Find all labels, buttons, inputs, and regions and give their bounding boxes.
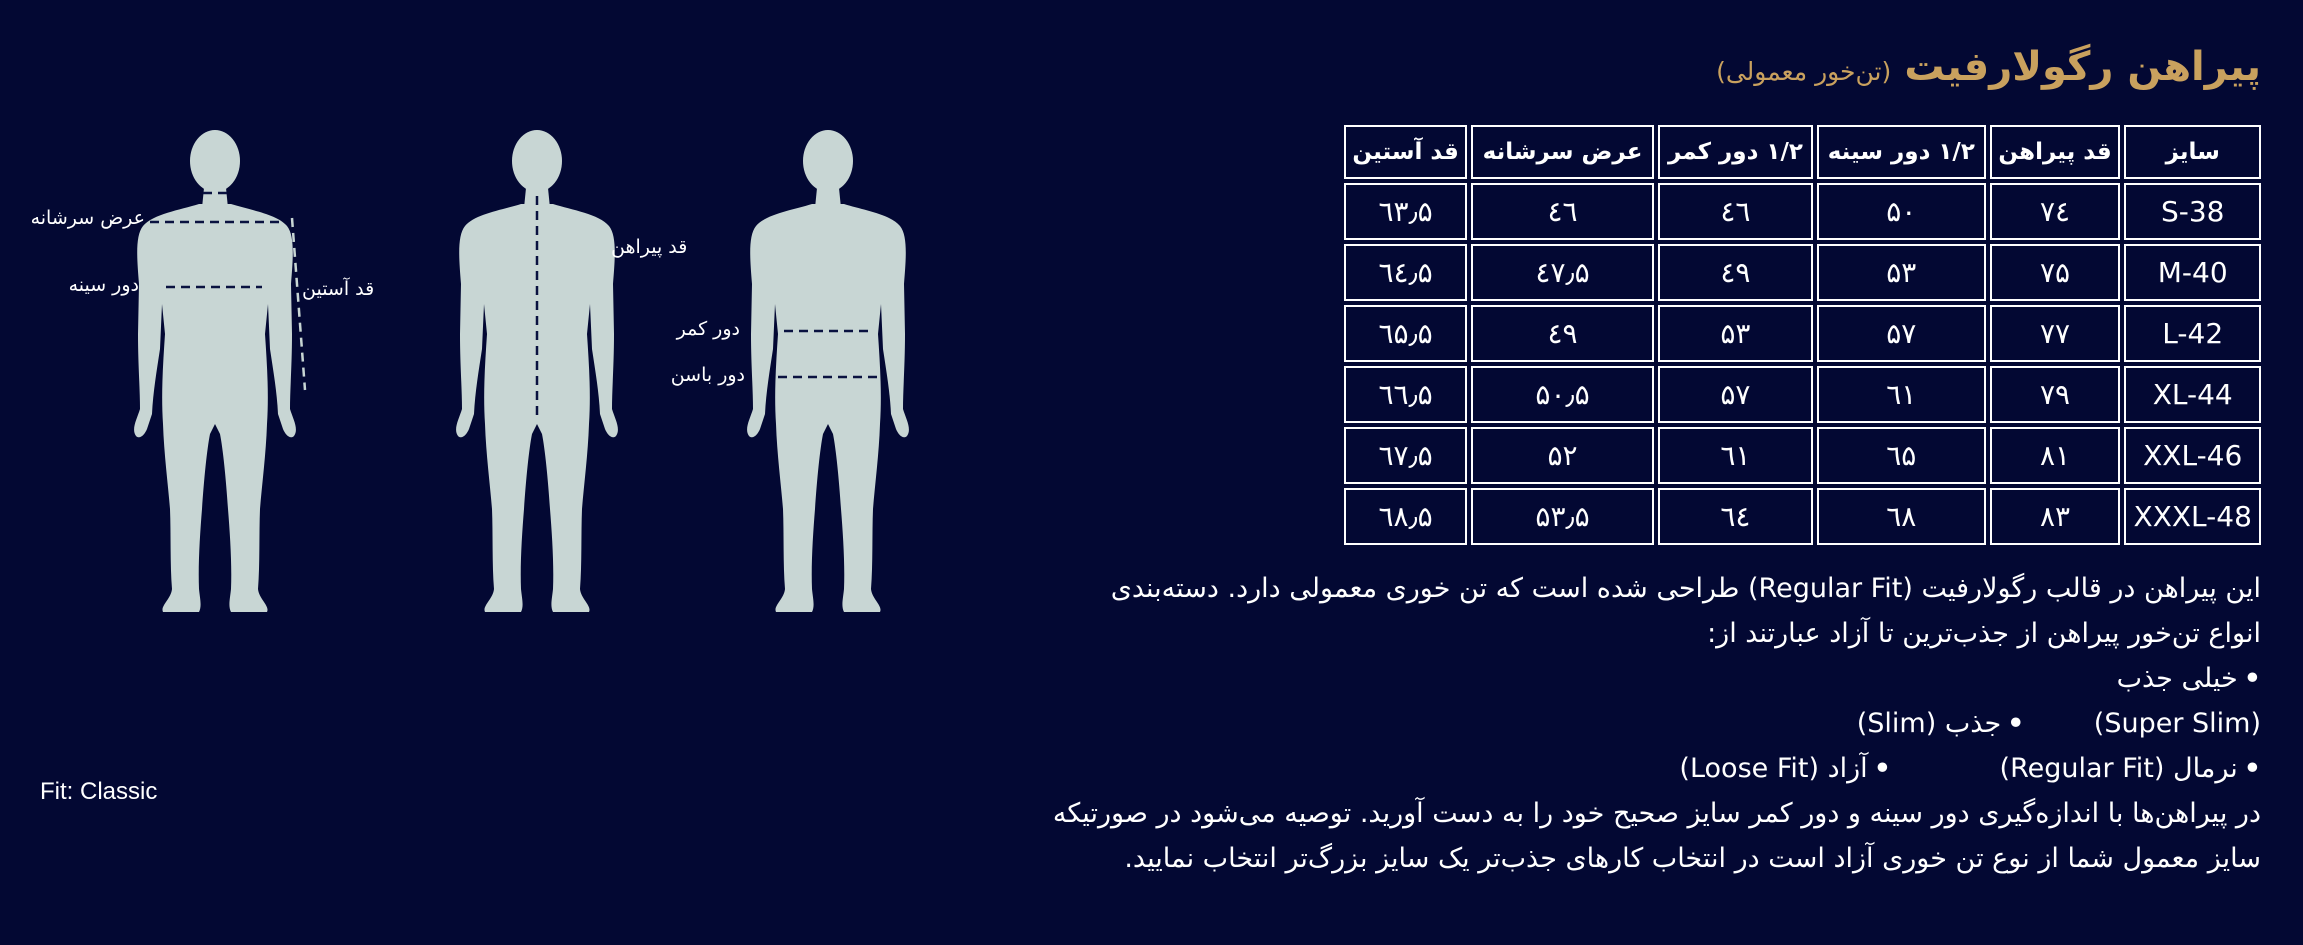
cell-half-waist: ٤۹: [1658, 244, 1813, 301]
sleeve-line: [292, 218, 305, 390]
cell-sleeve-length: ٦٣٫۵: [1344, 183, 1467, 240]
measurement-figures: [0, 0, 960, 700]
cell-half-waist: ٤٦: [1658, 183, 1813, 240]
description-line-3: در پیراهن‌ها با اندازه‌گیری دور سینه و دور کمر سایز صحیح خود را به دست آورید. توصیه می‌شود در صورتیکه: [1052, 798, 2261, 829]
cell-shoulder-width: ٤۷٫۵: [1471, 244, 1654, 301]
cell-size: XXL-46: [2124, 427, 2261, 484]
cell-half-chest: ٦۱: [1817, 366, 1986, 423]
cell-half-chest: ۵۰: [1817, 183, 1986, 240]
cell-shirt-length: ۷۹: [1990, 366, 2121, 423]
cell-sleeve-length: ٦۸٫۵: [1344, 488, 1467, 545]
figure-front-upper: [134, 130, 296, 612]
cell-shoulder-width: ۵۲: [1471, 427, 1654, 484]
table-row: [1344, 366, 2261, 423]
cell-shoulder-width: ٤۹: [1471, 305, 1654, 362]
header-half-chest: ۱/۲ دور سینه: [1817, 125, 1986, 179]
table-header-row: [1344, 125, 2261, 179]
description-line-4: سایز معمول شما از نوع تن خوری آزاد است در انتخاب کارهای جذب‌تر یک سایز بزرگ‌تر انتخاب نمایید.: [1124, 843, 2261, 874]
shirt-length-label: قد پیراهن: [611, 236, 688, 258]
chest-label: دور سینه: [68, 274, 139, 296]
cell-size: L-42: [2124, 305, 2261, 362]
page-title: [1716, 44, 2261, 90]
table-row: [1344, 427, 2261, 484]
title-subtitle: (تن‌خور معمولی): [1716, 57, 1892, 86]
header-shoulder-width: عرض سرشانه: [1471, 125, 1654, 179]
fit-types-row-2: [961, 746, 2261, 791]
cell-half-waist: ۵۷: [1658, 366, 1813, 423]
fit-type-item: •آزاد (Loose Fit): [1679, 753, 1891, 784]
size-table: [1340, 121, 2265, 549]
cell-shoulder-width: ۵۳٫۵: [1471, 488, 1654, 545]
header-half-waist: ۱/۲ دور کمر: [1658, 125, 1813, 179]
fit-type-item: •نرمال (Regular Fit): [1999, 753, 2261, 784]
description-line-1: این پیراهن در قالب رگولارفیت (Regular Fit) طراحی شده است که تن خوری معمولی دارد. دسته‌بندی: [1110, 573, 2261, 604]
fit-type-item: •جذب (Slim): [1856, 708, 2025, 739]
cell-sleeve-length: ٦٦٫۵: [1344, 366, 1467, 423]
cell-sleeve-length: ٦۵٫۵: [1344, 305, 1467, 362]
cell-half-chest: ٦۸: [1817, 488, 1986, 545]
cell-size: XL-44: [2124, 366, 2261, 423]
fit-type-item: •خیلی جذب (Super Slim): [2093, 663, 2261, 739]
cell-shirt-length: ۷٤: [1990, 183, 2121, 240]
fit-types-row-1: [961, 656, 2261, 746]
hip-label: دور باسن: [670, 364, 745, 386]
cell-size: M-40: [2124, 244, 2261, 301]
cell-half-waist: ٦۱: [1658, 427, 1813, 484]
cell-half-waist: ۵۳: [1658, 305, 1813, 362]
fit-label: Fit: Classic: [40, 778, 158, 805]
sleeve-label: قد آستین: [302, 278, 375, 300]
cell-sleeve-length: ٦۷٫۵: [1344, 427, 1467, 484]
table-row: [1344, 183, 2261, 240]
shoulder-label: عرض سرشانه: [30, 207, 145, 229]
cell-size: XXXL-48: [2124, 488, 2261, 545]
title-main: پیراهن رگولارفیت: [1904, 44, 2261, 90]
figure-front-lower: [747, 130, 909, 612]
cell-half-chest: ۵۷: [1817, 305, 1986, 362]
header-sleeve-length: قد آستین: [1344, 125, 1467, 179]
cell-shirt-length: ۸۳: [1990, 488, 2121, 545]
header-shirt-length: قد پیراهن: [1990, 125, 2121, 179]
cell-half-chest: ۵۳: [1817, 244, 1986, 301]
cell-half-chest: ٦۵: [1817, 427, 1986, 484]
cell-shoulder-width: ٤٦: [1471, 183, 1654, 240]
cell-shirt-length: ۷۵: [1990, 244, 2121, 301]
table-row: [1344, 305, 2261, 362]
cell-size: S-38: [2124, 183, 2261, 240]
cell-shirt-length: ۷۷: [1990, 305, 2121, 362]
cell-half-waist: ٦٤: [1658, 488, 1813, 545]
table-row: [1344, 244, 2261, 301]
description-line-2: انواع تن‌خور پیراهن از جذب‌ترین تا آزاد عبارتند از:: [1707, 618, 2261, 649]
header-size: سایز: [2124, 125, 2261, 179]
description: [961, 566, 2261, 881]
cell-shirt-length: ۸۱: [1990, 427, 2121, 484]
waist-label: دور کمر: [676, 318, 740, 340]
table-row: [1344, 488, 2261, 545]
cell-shoulder-width: ۵۰٫۵: [1471, 366, 1654, 423]
cell-sleeve-length: ٦٤٫۵: [1344, 244, 1467, 301]
